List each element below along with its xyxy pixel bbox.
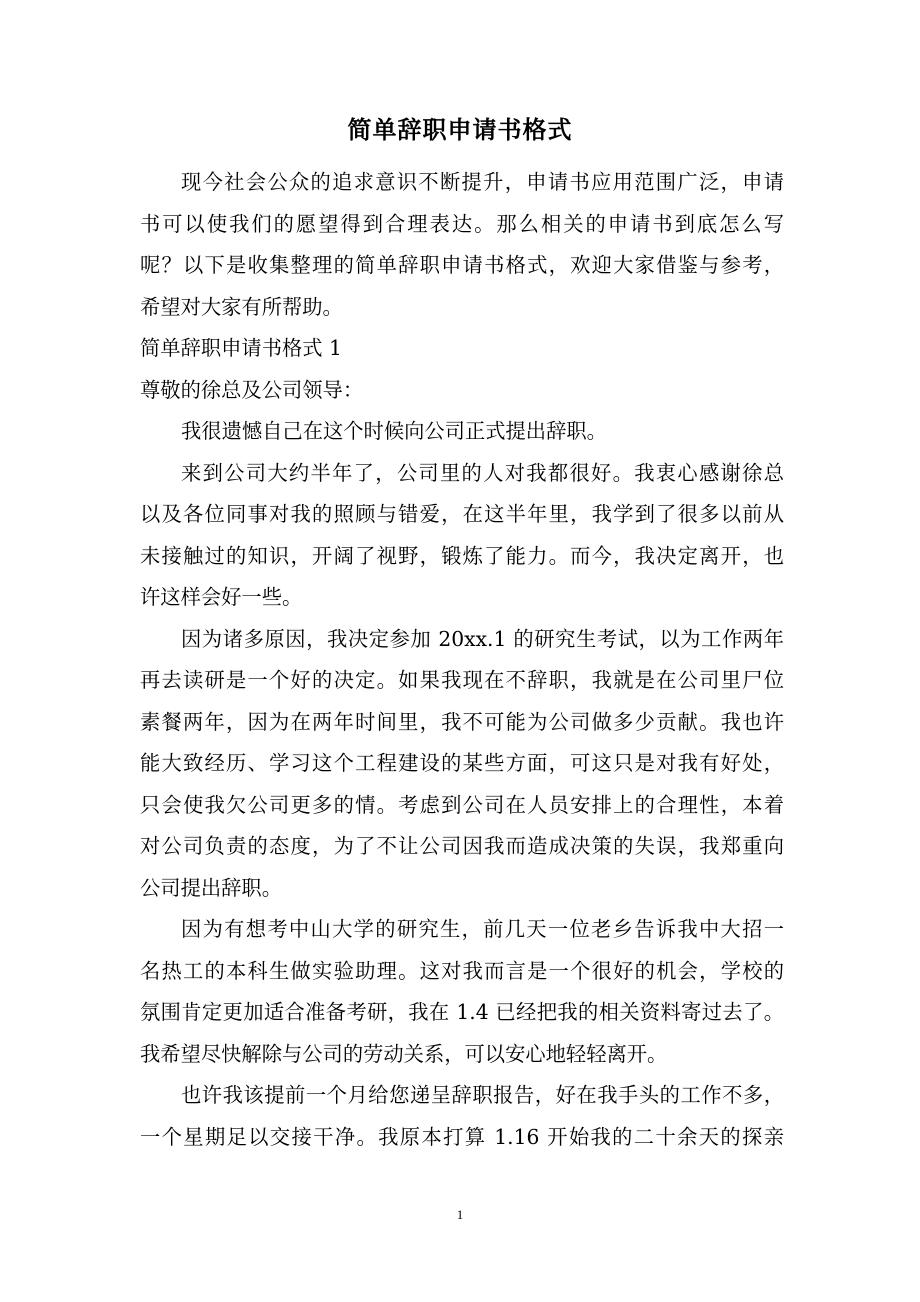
text-line: 书可以使我们的愿望得到合理表达。那么相关的申请书到底怎么写 <box>140 211 784 236</box>
document-title: 简单辞职申请书格式 <box>347 115 573 144</box>
text-line: 只会使我欠公司更多的情。考虑到公司在人员安排上的合理性，本着 <box>140 792 784 817</box>
body-paragraph <box>140 1075 784 1158</box>
text-line: 名热工的本科生做实验助理。这对我而言是一个很好的机会，学校的 <box>140 958 784 983</box>
text-line: 素餐两年，因为在两年时间里，我不可能为公司做多少贡献。我也许 <box>140 709 784 734</box>
text-line: 来到公司大约半年了，公司里的人对我都很好。我衷心感谢徐总 <box>181 460 784 485</box>
intro-paragraph <box>140 162 784 328</box>
text-line: 氛围肯定更加适合准备考研，我在 1.4 已经把我的相关资料寄过去了。 <box>140 1000 784 1024</box>
salutation <box>140 370 784 412</box>
text-line: 因为诸多原因，我决定参加 20xx.1 的研究生考试，以为工作两年 <box>181 626 784 651</box>
text-line: 未接触过的知识，开阔了视野，锻炼了能力。而今，我决定离开，也 <box>140 543 784 568</box>
text-line: 也许我该提前一个月给您递呈辞职报告，好在我手头的工作不多， <box>181 1083 784 1107</box>
body-paragraph <box>140 453 784 619</box>
text-line: 再去读研是一个好的决定。如果我现在不辞职，我就是在公司里尸位 <box>140 668 784 692</box>
text-line: 呢？以下是收集整理的简单辞职申请书格式，欢迎大家借鉴与参考， <box>140 253 784 277</box>
text-line: 尊敬的徐总及公司领导： <box>140 377 364 402</box>
text-line: 许这样会好一些。 <box>140 585 303 609</box>
text-line: 以及各位同事对我的照顾与错爱，在这半年里，我学到了很多以前从 <box>140 502 784 526</box>
text-line: 希望对大家有所帮助。 <box>140 294 343 319</box>
text-line: 一个星期足以交接干净。我原本打算 1.16 开始我的二十余天的探亲 <box>140 1124 784 1149</box>
body-paragraph <box>140 411 784 453</box>
text-line: 对公司负责的态度，为了不让公司因我而造成决策的失误，我郑重向 <box>140 834 784 858</box>
text-line: 现今社会公众的追求意识不断提升，申请书应用范围广泛，申请 <box>181 170 784 194</box>
body-paragraph <box>140 909 784 1075</box>
text-line: 我希望尽快解除与公司的劳动关系，可以安心地轻轻离开。 <box>140 1041 668 1066</box>
text-line: 因为有想考中山大学的研究生，前几天一位老乡告诉我中大招一 <box>181 917 784 941</box>
body-paragraph <box>140 619 784 910</box>
text-line: 能大致经历、学习这个工程建设的某些方面，可这只是对我有好处， <box>140 751 784 775</box>
text-line: 公司提出辞职。 <box>140 875 282 900</box>
text-line: 简单辞职申请书格式 1 <box>140 336 342 360</box>
text-line: 我很遗憾自己在这个时候向公司正式提出辞职。 <box>181 419 607 443</box>
section-heading <box>140 328 784 370</box>
page-number: 1 <box>456 1207 464 1222</box>
document-body <box>140 162 784 1158</box>
